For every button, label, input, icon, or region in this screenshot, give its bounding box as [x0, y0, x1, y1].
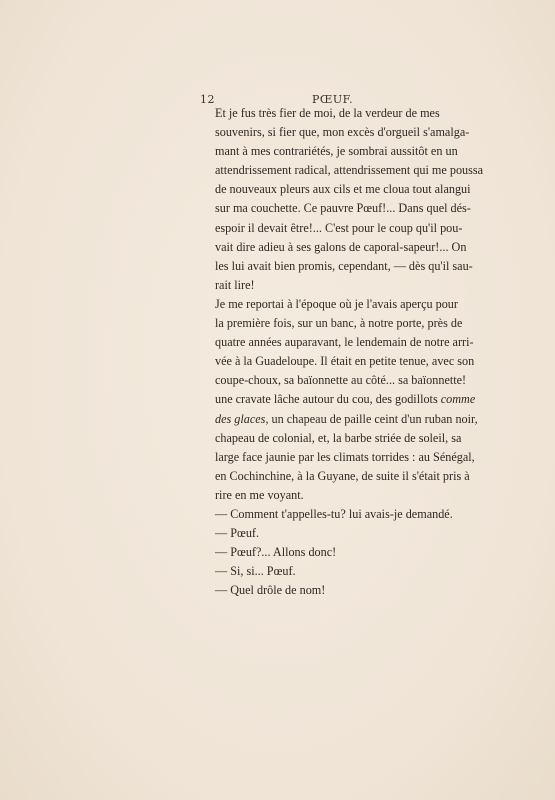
dialogue-line: — Pœuf.: [215, 526, 260, 541]
paragraph-2: [200, 295, 478, 505]
text-line-with-italic: [200, 390, 476, 409]
dialogue-line: — Quel drôle de nom!: [215, 583, 326, 598]
text-line: mant à mes contrariétés, je sombrai aussitôt en un: [215, 144, 458, 159]
text-line: la première fois, sur un banc, à notre porte, près de: [215, 316, 463, 331]
text-line: souvenirs, si fier que, mon excès d'orgueil s'amalga-: [215, 125, 470, 140]
text-fragment: une cravate lâche autour du cou, des godillots: [215, 392, 438, 407]
text-fragment: , un chapeau de paille ceint d'un ruban noir,: [265, 411, 478, 426]
text-line: Je me reportai à l'époque où je l'avais aperçu pour: [215, 296, 458, 311]
running-title: PŒUF.: [312, 93, 354, 106]
text-line: rire en me voyant.: [215, 487, 304, 502]
text-line: en Cochinchine, à la Guyane, de suite il s'était pris à: [215, 468, 470, 483]
text-line: rait lire!: [215, 277, 255, 292]
text-line: vait dire adieu à ses galons de caporal-sapeur!... On: [215, 239, 467, 254]
italic-fragment: comme: [440, 392, 476, 407]
dialogue-line: — Si, si... Pœuf.: [215, 564, 296, 579]
text-line: coupe-choux, sa baïonnette au côté... sa baïonnette!: [215, 373, 467, 388]
text-line: large face jaunie par les climats torrides : au Sénégal,: [215, 449, 475, 464]
text-block: [200, 104, 484, 600]
text-line-with-italic: [200, 410, 478, 429]
dialogue-block: [200, 505, 456, 600]
text-line: de nouveaux pleurs aux cils et me cloua tout alangui: [215, 182, 471, 197]
text-line: les lui avait bien promis, cependant, — dès qu'il sau-: [215, 258, 473, 273]
text-line: quatre années auparavant, le lendemain de notre arri-: [215, 335, 474, 350]
text-line: vée à la Guadeloupe. Il était en petite tenue, avec son: [215, 354, 475, 369]
text-line: Et je fus très fier de moi, de la verdeur de mes: [215, 106, 440, 120]
text-line: chapeau de colonial, et, la barbe striée de soleil, sa: [215, 430, 462, 445]
page-number: 12: [200, 93, 215, 106]
dialogue-line: — Comment t'appelles-tu? lui avais-je demandé.: [215, 506, 453, 521]
text-line: sur ma couchette. Ce pauvre Pœuf!... Dans quel dés-: [215, 201, 471, 216]
italic-fragment: des glaces: [215, 411, 266, 426]
dialogue-line: — Pœuf?... Allons donc!: [215, 545, 337, 560]
text-line: attendrissement radical, attendrissement qui me poussa: [215, 163, 484, 178]
text-line: espoir il devait être!... C'est pour le coup qu'il pou-: [215, 220, 463, 235]
paragraph-1: [200, 104, 484, 295]
